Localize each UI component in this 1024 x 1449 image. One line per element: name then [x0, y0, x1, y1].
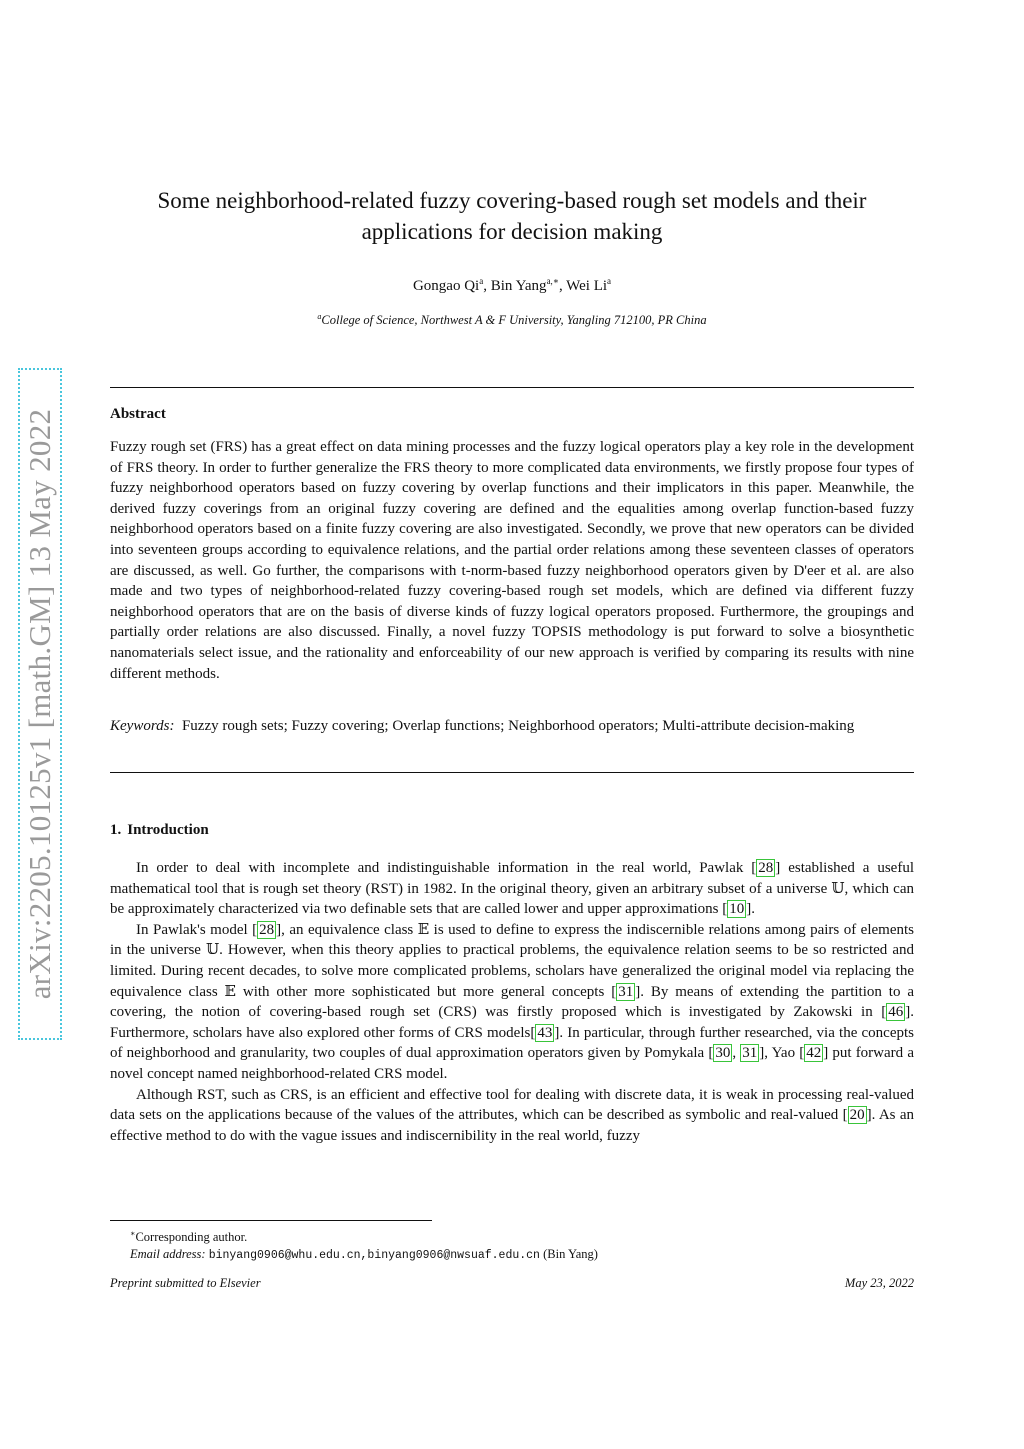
introduction-body: [110, 858, 914, 1146]
email-line: Email address: binyang0906@whu.edu.cn,binyang0906@nwsuaf.edu.cn (Bin Yang): [130, 1247, 598, 1263]
affiliation-text: College of Science, Northwest A & F University, Yangling 712100, PR China: [321, 313, 707, 328]
email-address[interactable]: binyang0906@whu.edu.cn,binyang0906@nwsuaf.edu.cn: [208, 1249, 540, 1263]
paragraph: Although RST, such as CRS, is an efficient and effective tool for dealing with discrete data, it is weak in processing real-valued data sets on the applications because of the values of the attributes, which can be described as symbolic and real-valued [ 20 ]. As an effective method to do with the vague issues and indiscernibility in the real world, fuzzy: [110, 1086, 914, 1144]
abstract-heading: Abstract: [110, 406, 166, 422]
keywords: [110, 716, 914, 737]
author-list: Gongao Qi$^a$, Bin Yang$^{a,∗}$, Wei Li$^a$: [412, 276, 612, 294]
paragraph: In order to deal with incomplete and indistinguishable information in the real world, Pawlak [ 28 ] established a useful mathematical tool that is rough set theory (RST) in 1982. In the original theory, given an arbitrary subset of a universe 𝕌, which can be approximately characterized via two definable sets that are called lower and upper approximations [ 10 ].: [110, 860, 914, 918]
abstract-bottom-rule: [110, 772, 914, 773]
author-affil-mark: a: [607, 276, 612, 286]
corresponding-note: ∗Corresponding author.: [130, 1229, 248, 1245]
author-name: Wei Li: [566, 278, 608, 294]
section-title: Introduction: [127, 822, 209, 838]
abstract-top-rule: [110, 387, 914, 388]
section-heading: [110, 822, 209, 839]
footer-date: May 23, 2022: [844, 1276, 914, 1290]
citation-link[interactable]: 30: [715, 1045, 731, 1062]
keywords-text: Fuzzy rough sets; Fuzzy covering; Overlap functions; Neighborhood operators; Multi-attribute decision-making: [181, 718, 855, 734]
affiliation: [110, 312, 914, 328]
citation-link[interactable]: 31: [742, 1045, 758, 1062]
author-name: Bin Yang: [490, 278, 547, 294]
arxiv-stamp[interactable]: [18, 368, 62, 1040]
footnote-mark: ∗: [130, 1229, 136, 1238]
footer-preprint-note: Preprint submitted to Elsevier: [110, 1276, 261, 1290]
citation-link[interactable]: 10: [729, 901, 745, 918]
citation-link[interactable]: 31: [618, 983, 634, 1000]
paragraph: In Pawlak's model [ 28 ], an equivalence class 𝔼 is used to define to express the indiscernible relations among pairs of elements in the universe 𝕌. However, when this theory applies to practical problems, the equivalence relation seems to be so restricted and limited. During recent decades, to solve more complicated problems, scholars have generalized the original model via replacing the equivalence class 𝔼 with other more sophisticated but more general concepts [ 31 ]. By means of extending the partition to a covering, the notion of covering-based rough set (CRS) was firstly proposed which is investigated by Zakowski in [ 46 ]. Furthermore, scholars have also explored other forms of CRS models[ 43 ]. In particular, through further researched, via the concepts of neighborhood and granularity, two couples of dual approximation operators given by Pomykala [ 30 , 31 ], Yao [ 42 ] put forward a novel concept named neighborhood-related CRS model.: [110, 921, 915, 1082]
citation-link[interactable]: 28: [259, 921, 275, 938]
footnote-rule: [110, 1220, 432, 1221]
affiliation-mark: a: [317, 312, 322, 321]
keywords-label: Keywords:: [110, 718, 175, 734]
arxiv-id: arXiv:2205.10125v1 [math.GM] 13 May 2022: [22, 408, 57, 1000]
citation-link[interactable]: 43: [537, 1024, 553, 1041]
author-affil-mark: a,∗: [546, 276, 559, 286]
abstract-body: Fuzzy rough set (FRS) has a great effect on data mining processes and the fuzzy logical operators play a key role in the development of FRS theory. In order to further generalize the FRS theory to more complicated data environments, we firstly propose four types of fuzzy neighborhood operators based on fuzzy covering by overlap functions and their implicators in this paper. Meanwhile, the derived fuzzy coverings from an original fuzzy covering are defined and the equalities among overlap function-based fuzzy neighborhood operators based on a finite fuzzy covering are also investigated. Secondly, we prove that new operators can be divided into seventeen groups according to equivalence relations, and the partial order relations among these seventeen classes of operators are discussed, as well. Go further, the comparisons with t-norm-based fuzzy neighborhood operators given by D'eer et al. are also made and two types of neighborhood-related fuzzy covering-based rough set models, which are defined via different fuzzy neighborhood operators that are on the basis of diverse kinds of fuzzy logical operators proposed. Furthermore, the groupings and partially order relations are also discussed. Finally, a novel fuzzy TOPSIS methodology is put forward to solve a biosynthetic nanomaterials select issue, and the rationality and enforceability of our new approach is verified by comparing its results with nine different methods.: [110, 439, 914, 682]
citation-link[interactable]: 20: [849, 1107, 865, 1124]
citation-link[interactable]: 46: [888, 1004, 904, 1021]
paper-title: Some neighborhood-related fuzzy covering-based rough set models and their applications for decision making: [157, 188, 867, 244]
citation-link[interactable]: 28: [758, 860, 774, 876]
author-name: Gongao Qi: [412, 278, 480, 294]
email-label: Email address:: [130, 1247, 206, 1262]
section-number: 1.: [110, 822, 122, 838]
author-affil-mark: a: [479, 276, 484, 286]
footnote: [130, 1225, 598, 1264]
citation-link[interactable]: 42: [806, 1045, 822, 1062]
